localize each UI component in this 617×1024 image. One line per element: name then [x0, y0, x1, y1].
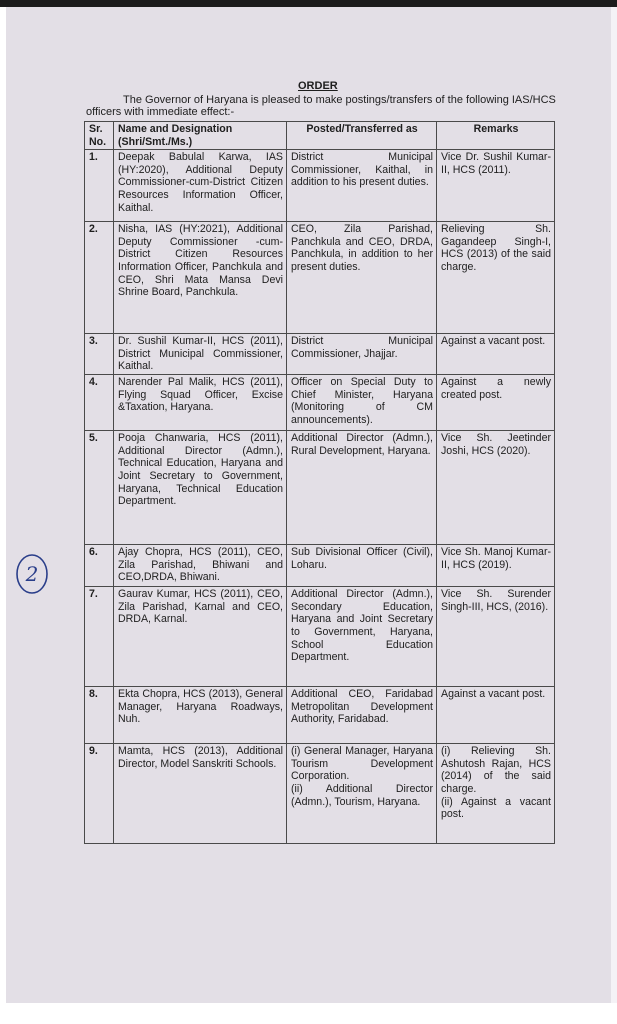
row-sr: 8.: [85, 687, 114, 744]
order-heading: ORDER: [298, 80, 338, 92]
col-header-sr: Sr. No.: [85, 122, 114, 150]
row-posted: Additional Director (Admn.), Secondary Education, Haryana and Joint Secretary to Government, Haryana, School Education Department.: [287, 587, 437, 687]
sheet-edge: [611, 7, 617, 1003]
row-name: Ajay Chopra, HCS (2011), CEO, Zila Parishad, Bhiwani and CEO,DRDA, Bhiwani.: [114, 545, 287, 587]
table-row: [85, 334, 555, 375]
row-remarks: Vice Sh. Manoj Kumar-II, HCS (2019).: [437, 545, 555, 587]
row-remarks-part-1: (i) Relieving Sh. Ashutosh Rajan, HCS (2014) of the said charge.: [441, 745, 551, 795]
row-name: Deepak Babulal Karwa, IAS (HY:2020), Additional Deputy Commissioner-cum-District Citizen Resources Information Officer, Kaithal.: [114, 150, 287, 222]
table-row: [85, 222, 555, 334]
row-posted-part-2: (ii) Additional Director (Admn.), Tourism, Haryana.: [291, 782, 433, 808]
row-posted: Additional Director (Admn.), Rural Development, Haryana.: [287, 431, 437, 545]
bottom-margin: [0, 1003, 617, 1024]
row-sr: 5.: [85, 431, 114, 545]
row-name: Gaurav Kumar, HCS (2011), CEO, Zila Parishad, Karnal and CEO, DRDA, Karnal.: [114, 587, 287, 687]
row-name: Dr. Sushil Kumar-II, HCS (2011), District Municipal Commissioner, Kaithal.: [114, 334, 287, 375]
table-row: [85, 150, 555, 222]
table-row: [85, 744, 555, 844]
row-sr: 4.: [85, 375, 114, 431]
row-remarks: Against a newly created post.: [437, 375, 555, 431]
table-row: [85, 587, 555, 687]
col-header-name: Name and Designation (Shri/Smt./Ms.): [114, 122, 287, 150]
handwritten-page-number: [14, 552, 50, 596]
row-name: Mamta, HCS (2013), Additional Director, Model Sanskriti Schools.: [114, 744, 287, 844]
row-sr: 9.: [85, 744, 114, 844]
row-sr: 6.: [85, 545, 114, 587]
row-sr: 3.: [85, 334, 114, 375]
row-posted: District Municipal Commissioner, Jhajjar.: [287, 334, 437, 375]
row-name: Narender Pal Malik, HCS (2011), Flying Squad Officer, Excise &Taxation, Haryana.: [114, 375, 287, 431]
table-row: [85, 375, 555, 431]
row-remarks-part-2: (ii) Against a vacant post.: [441, 795, 551, 821]
table-row: [85, 545, 555, 587]
row-remarks: Relieving Sh. Gagandeep Singh-I, HCS (2013) of the said charge.: [437, 222, 555, 334]
top-dark-border: [0, 0, 617, 7]
row-name: Pooja Chanwaria, HCS (2011), Additional Director (Admn.), Technical Education, Haryana and Joint Secretary to Government, Haryana, Technical Education Department.: [114, 431, 287, 545]
row-remarks: Vice Dr. Sushil Kumar-II, HCS (2011).: [437, 150, 555, 222]
row-remarks: Vice Sh. Surender Singh-III, HCS, (2016).: [437, 587, 555, 687]
row-posted: Officer on Special Duty to Chief Minister, Haryana (Monitoring of CM announcements).: [287, 375, 437, 431]
table-row: [85, 687, 555, 744]
row-name: Ekta Chopra, HCS (2013), General Manager, Haryana Roadways, Nuh.: [114, 687, 287, 744]
row-sr: 7.: [85, 587, 114, 687]
row-name: Nisha, IAS (HY:2021), Additional Deputy Commissioner -cum- District Citizen Resources Information Officer, Panchkula and CEO, Shri Mata Mansa Devi Shrine Board, Panchkula.: [114, 222, 287, 334]
order-intro: The Governor of Haryana is pleased to make postings/transfers of the following IAS/HCS officers with immediate effect:-: [86, 94, 556, 118]
row-remarks: [437, 744, 555, 844]
row-posted: CEO, Zila Parishad, Panchkula and CEO, DRDA, Panchkula, in addition to her present duties.: [287, 222, 437, 334]
handwritten-number: 2: [25, 562, 39, 586]
row-posted: District Municipal Commissioner, Kaithal, in addition to his present duties.: [287, 150, 437, 222]
table-header-row: [85, 122, 555, 150]
row-remarks: Against a vacant post.: [437, 334, 555, 375]
row-sr: 1.: [85, 150, 114, 222]
row-posted: Sub Divisional Officer (Civil), Loharu.: [287, 545, 437, 587]
row-remarks: Vice Sh. Jeetinder Joshi, HCS (2020).: [437, 431, 555, 545]
postings-table: [84, 121, 555, 844]
row-remarks: Against a vacant post.: [437, 687, 555, 744]
col-header-remarks: Remarks: [437, 122, 555, 150]
table-row: [85, 431, 555, 545]
col-header-posted: Posted/Transferred as: [287, 122, 437, 150]
row-posted: Additional CEO, Faridabad Metropolitan Development Authority, Faridabad.: [287, 687, 437, 744]
row-posted-part-1: (i) General Manager, Haryana Tourism Development Corporation.: [291, 745, 433, 783]
row-posted: [287, 744, 437, 844]
row-sr: 2.: [85, 222, 114, 334]
